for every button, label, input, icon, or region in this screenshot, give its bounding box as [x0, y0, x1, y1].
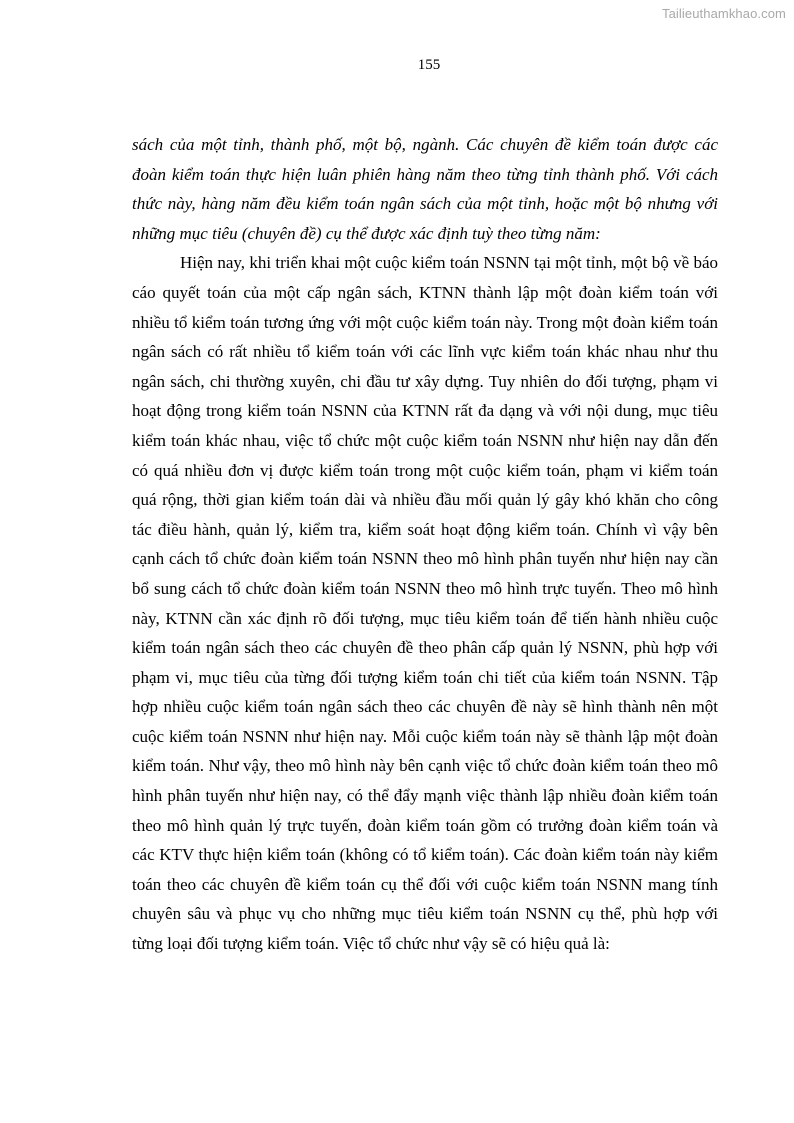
watermark: Tailieuthamkhao.com — [661, 6, 786, 21]
paragraph-main: Hiện nay, khi triển khai một cuộc kiểm toán NSNN tại một tỉnh, một bộ về báo cáo quyết toán của một cấp ngân sách, KTNN thành lập một đoàn kiểm toán với nhiều tổ kiểm toán tương ứng với một cuộc kiểm toán này. Trong một đoàn kiểm toán ngân sách có rất nhiều tổ kiểm toán với các lĩnh vực kiểm toán khác nhau như thu ngân sách, chi thường xuyên, chi đầu tư xây dựng. Tuy nhiên do đối tượng, phạm vi hoạt động trong kiểm toán NSNN của KTNN rất đa dạng và với nội dung, mục tiêu kiểm toán khác nhau, việc tổ chức một cuộc kiểm toán NSNN như hiện nay dẫn đến có quá nhiều đơn vị được kiểm toán trong một cuộc kiểm toán, phạm vi kiểm toán quá rộng, thời gian kiểm toán dài và nhiều đầu mối quản lý gây khó khăn cho công tác điều hành, quản lý, kiểm tra, kiểm soát hoạt động kiểm toán. Chính vì vậy bên cạnh cách tổ chức đoàn kiểm toán NSNN theo mô hình phân tuyến như hiện nay cần bổ sung cách tổ chức đoàn kiểm toán NSNN theo mô hình trực tuyến. Theo mô hình này, KTNN cần xác định rõ đối tượng, mục tiêu kiểm toán để tiến hành nhiều cuộc kiểm toán ngân sách theo các chuyên đề theo phân cấp quản lý NSNN, phù hợp với phạm vi, mục tiêu của từng đối tượng kiểm toán chi tiết của kiểm toán NSNN. Tập hợp nhiều cuộc kiểm toán ngân sách theo các chuyên đề này sẽ hình thành nên một cuộc kiểm toán NSNN như hiện nay. Mỗi cuộc kiểm toán này sẽ thành lập một đoàn kiểm toán. Như vậy, theo mô hình này bên cạnh việc tổ chức đoàn kiểm toán theo mô hình phân tuyến như hiện nay, có thể đẩy mạnh việc thành lập nhiều đoàn kiểm toán theo mô hình quản lý trực tuyến, đoàn kiểm toán gồm có trưởng đoàn kiểm toán và các KTV thực hiện kiểm toán (không có tổ kiểm toán). Các đoàn kiểm toán này kiểm toán theo các chuyên đề kiểm toán cụ thể đối với cuộc kiểm toán NSNN mang tính chuyên sâu và phục vụ cho những mục tiêu kiểm toán NSNN cụ thể, phù hợp với từng loại đối tượng kiểm toán. Việc tổ chức như vậy sẽ có hiệu quả là: — [132, 253, 718, 954]
document-body — [132, 130, 718, 959]
paragraph-intro: sách của một tỉnh, thành phố, một bộ, ngành. Các chuyên đề kiểm toán được các đoàn kiểm toán thực hiện luân phiên hàng năm theo từng tỉnh thành phố. Với cách thức này, hàng năm đều kiểm toán ngân sách của một tỉnh, hoặc một bộ nhưng với những mục tiêu (chuyên đề) cụ thể được xác định tuỳ theo từng năm: — [132, 135, 718, 243]
page-number: 155 — [417, 57, 441, 73]
